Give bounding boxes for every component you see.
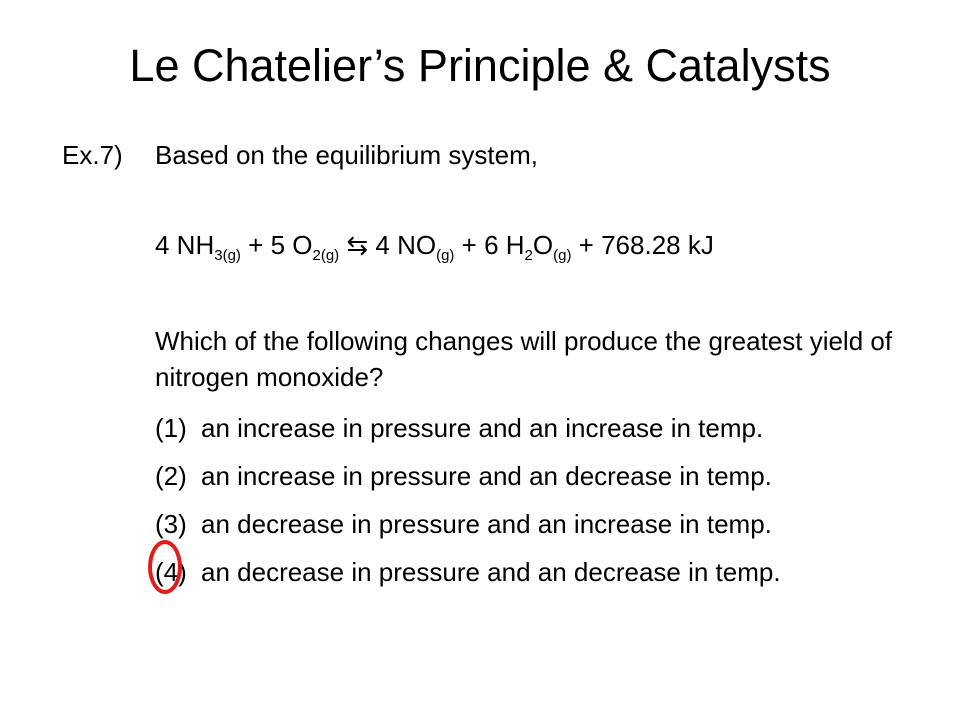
- answer-highlight-circle: [148, 540, 182, 594]
- option-text: an decrease in pressure and an decrease in temp.: [201, 557, 781, 587]
- option-text: an increase in pressure and an decrease in temp.: [201, 461, 772, 491]
- equation-text: O: [532, 230, 554, 260]
- equation-text: 4 NO: [375, 230, 437, 260]
- equation-subscript: 3(g): [214, 247, 241, 264]
- equation-subscript: (g): [553, 247, 572, 264]
- option-number: (1): [155, 413, 187, 443]
- answer-option-1: [155, 413, 763, 444]
- equation-text: + 6 H: [454, 230, 525, 260]
- option-text: an increase in pressure and an increase in temp.: [201, 413, 764, 443]
- question-text: Which of the following changes will produce the greatest yield of nitrogen monoxide?: [155, 326, 893, 392]
- option-number: (4): [155, 557, 187, 587]
- option-number: (3): [155, 509, 187, 539]
- answer-option-4: [155, 557, 781, 588]
- option-text: an decrease in pressure and an increase in temp.: [201, 509, 772, 539]
- equation-subscript: 2(g): [312, 247, 340, 264]
- answer-option-2: [155, 461, 772, 492]
- answer-option-3: [155, 509, 772, 540]
- equation-text: 4 NH: [155, 230, 215, 260]
- chemical-equation: [155, 230, 714, 264]
- equilibrium-arrow-icon: ⇆: [339, 230, 376, 260]
- slide-title: Le Chatelier’s Principle & Catalysts: [129, 40, 831, 91]
- equation-subscript: 2: [524, 247, 533, 264]
- example-label: Ex.7): [62, 140, 123, 170]
- equation-text: + 768.28 kJ: [571, 230, 714, 260]
- equation-text: + 5 O: [240, 230, 313, 260]
- intro-text: Based on the equilibrium system,: [155, 140, 538, 170]
- option-number: (2): [155, 461, 187, 491]
- equation-subscript: (g): [436, 247, 455, 264]
